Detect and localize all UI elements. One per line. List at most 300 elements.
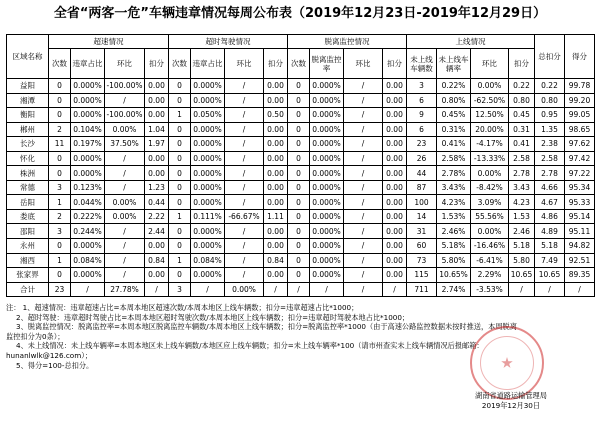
table-cell: 0.000% (191, 122, 225, 137)
table-cell: 4.89 (535, 224, 565, 239)
header-speed-group: 超速情况 (49, 35, 169, 49)
table-cell: / (344, 239, 383, 254)
table-cell: 1.11 (264, 209, 288, 224)
table-cell: 3.09% (471, 195, 509, 210)
table-cell: 0.00% (471, 166, 509, 181)
violation-table (6, 34, 595, 297)
total-cell: 27.78% (105, 282, 145, 297)
table-cell: 4.23% (437, 195, 471, 210)
table-cell: 0 (288, 180, 310, 195)
header-speed-mom: 环比 (105, 49, 145, 79)
header-score: 得分 (565, 35, 595, 79)
total-cell: 23 (49, 282, 71, 297)
table-cell: 0.22 (535, 79, 565, 94)
table-cell: 10.65 (509, 268, 535, 283)
table-cell: 98.65 (565, 122, 595, 137)
table-cell: / (344, 108, 383, 123)
table-cell: 1 (49, 195, 71, 210)
region-name-cell: 娄底 (7, 209, 49, 224)
table-cell: 0.00 (145, 268, 169, 283)
total-cell: / (145, 282, 169, 297)
table-cell: 0.00 (145, 166, 169, 181)
table-cell: 0 (169, 122, 191, 137)
table-cell: 0.00 (264, 224, 288, 239)
note-line: 2、超时驾驶：违章超时驾驶占比=本周本地区超时驾驶次数/本周本地区上线车辆数；扣分=违章超时驾驶本地占比*1000； (16, 312, 410, 322)
table-cell: 0 (169, 224, 191, 239)
table-cell: / (344, 122, 383, 137)
table-cell: 2.46 (509, 224, 535, 239)
table-cell: 0.123% (71, 180, 105, 195)
table-cell: 1 (49, 253, 71, 268)
header-offline-group: 脱离监控情况 (288, 35, 407, 49)
table-cell: / (344, 180, 383, 195)
table-cell: 0.000% (310, 268, 344, 283)
region-name-cell: 常德 (7, 180, 49, 195)
header-speed-count: 次数 (49, 49, 71, 79)
table-cell: 1.04 (145, 122, 169, 137)
table-cell: / (225, 195, 264, 210)
table-cell: 0.000% (310, 195, 344, 210)
region-name-cell: 岳阳 (7, 195, 49, 210)
total-cell: / (535, 282, 565, 297)
table-cell: 0.00 (383, 180, 407, 195)
table-cell: 0 (288, 137, 310, 152)
total-cell: 0.00% (225, 282, 264, 297)
table-cell: 3.43% (437, 180, 471, 195)
table-cell: -4.17% (471, 137, 509, 152)
table-cell: 0.31% (437, 122, 471, 137)
table-cell: 0.222% (71, 209, 105, 224)
table-cell: 92.51 (565, 253, 595, 268)
table-cell: 0.00% (471, 79, 509, 94)
table-cell: 0.00 (145, 239, 169, 254)
table-cell: 0.000% (71, 108, 105, 123)
table-cell: 26 (407, 151, 437, 166)
header-overtime-ratio: 违章占比 (191, 49, 225, 79)
table-cell: 100 (407, 195, 437, 210)
table-cell: 2.78 (509, 166, 535, 181)
table-cell: 11 (49, 137, 71, 152)
table-cell: 0 (49, 239, 71, 254)
table-cell: 0.45% (437, 108, 471, 123)
table-cell: 0 (49, 79, 71, 94)
table-cell: 2.58 (535, 151, 565, 166)
table-cell: 0.000% (71, 151, 105, 166)
table-body (7, 79, 595, 297)
table-cell: 5.80% (437, 253, 471, 268)
table-cell: 0.50 (264, 108, 288, 123)
table-cell: 10.65 (535, 268, 565, 283)
table-cell: 5.18 (535, 239, 565, 254)
table-cell: 2.78 (535, 166, 565, 181)
table-cell: 0.00% (105, 195, 145, 210)
table-cell: 99.78 (565, 79, 595, 94)
table-cell: / (225, 108, 264, 123)
table-cell: 0.000% (310, 79, 344, 94)
total-cell: 3 (169, 282, 191, 297)
table-cell: 0.00 (264, 268, 288, 283)
table-cell: 99.20 (565, 93, 595, 108)
official-seal (470, 326, 544, 400)
table-cell: 0.000% (71, 79, 105, 94)
page-title: 全省“两客一危”车辆违章情况每周公布表（2019年12月23日-2019年12月29日） (53, 6, 547, 21)
table-cell: 0 (288, 108, 310, 123)
note-line: hunanlwlk@126.com）； (6, 350, 92, 360)
table-cell: 0.111% (191, 209, 225, 224)
header-overtime-mom: 环比 (225, 49, 264, 79)
table-cell: 0.41 (509, 137, 535, 152)
table-cell: 0.00 (383, 122, 407, 137)
total-cell: / (71, 282, 105, 297)
table-cell: 0.41% (437, 137, 471, 152)
table-cell: 1 (169, 108, 191, 123)
total-cell: / (344, 282, 383, 297)
table-cell: 0.00 (264, 180, 288, 195)
table-cell: 0.000% (71, 239, 105, 254)
table-cell: / (105, 268, 145, 283)
region-name-cell: 永州 (7, 239, 49, 254)
table-cell: / (225, 137, 264, 152)
region-name-cell: 邵阳 (7, 224, 49, 239)
table-cell: 0 (169, 79, 191, 94)
table-cell: 0 (169, 93, 191, 108)
table-cell: 0.00 (383, 108, 407, 123)
table-cell: 0.31 (509, 122, 535, 137)
note-line: 4、未上线情况：未上线车辆率=本周本地区未上线车辆数/本地区应上线车辆数；扣分=未上线车辆率*100（请市州查实未上线车辆情况后报邮箱： (16, 341, 484, 351)
table-cell: / (225, 79, 264, 94)
header-online-mom: 环比 (471, 49, 509, 79)
table-cell: 0.000% (191, 137, 225, 152)
table-cell: 0.00 (264, 239, 288, 254)
table-cell: 0 (288, 209, 310, 224)
table-cell: 0.84 (264, 253, 288, 268)
table-cell: / (105, 253, 145, 268)
header-speed-ratio: 违章占比 (71, 49, 105, 79)
header-offline-deduct: 扣分 (383, 49, 407, 79)
table-cell: 0.000% (310, 166, 344, 181)
table-cell: 0.22 (509, 79, 535, 94)
table-cell: 5.80 (509, 253, 535, 268)
table-cell: 6 (407, 122, 437, 137)
table-cell: 0.00% (105, 209, 145, 224)
table-cell: 0.00 (264, 122, 288, 137)
table-cell: 5.18% (437, 239, 471, 254)
table-cell: 0.00 (383, 224, 407, 239)
table-cell: / (105, 239, 145, 254)
table-cell: 20.00% (471, 122, 509, 137)
table-cell: 0 (288, 166, 310, 181)
table-row (7, 151, 595, 166)
table-cell: 0.00 (145, 108, 169, 123)
signature-org: 湖南省道路运输管理局 (475, 391, 547, 400)
table-cell: 94.82 (565, 239, 595, 254)
table-cell: 55.56% (471, 209, 509, 224)
table-cell: / (344, 79, 383, 94)
table-cell: 0.000% (71, 268, 105, 283)
table-cell: 0.80% (437, 93, 471, 108)
table-cell: 3 (49, 224, 71, 239)
table-cell: 115 (407, 268, 437, 283)
table-cell: 0 (288, 122, 310, 137)
table-cell: 0 (169, 151, 191, 166)
table-row (7, 108, 595, 123)
region-name-cell: 郴州 (7, 122, 49, 137)
table-cell: 0 (288, 195, 310, 210)
table-cell: 0.00 (264, 137, 288, 152)
table-cell: 0.45 (509, 108, 535, 123)
table-cell: 0 (288, 268, 310, 283)
table-cell: / (344, 195, 383, 210)
total-cell: 711 (407, 282, 437, 297)
table-cell: 0.000% (191, 93, 225, 108)
table-cell: / (344, 93, 383, 108)
table-cell: / (344, 166, 383, 181)
table-cell: 0.000% (310, 180, 344, 195)
table-cell: 3.43 (509, 180, 535, 195)
table-cell: / (344, 253, 383, 268)
table-cell: 0 (49, 108, 71, 123)
table-cell: 3 (49, 180, 71, 195)
note-line: 3、脱离监控情况：脱离监控率=本周本地区脱离监控车辆数/本周本地区上线车辆数；扣分=脱离监控率*1000（由于高速公路监控数据未按时推送，本周脱离 (16, 322, 517, 332)
table-cell: 2.44 (145, 224, 169, 239)
table-cell: 0.084% (71, 253, 105, 268)
table-cell: 0.00 (264, 79, 288, 94)
table-cell: 0.00 (264, 93, 288, 108)
table-cell: / (105, 180, 145, 195)
table-cell: 0.00% (471, 224, 509, 239)
table-cell: 0.000% (191, 79, 225, 94)
table-cell: 0.00 (383, 209, 407, 224)
table-cell: -13.33% (471, 151, 509, 166)
table-cell: 0.000% (310, 151, 344, 166)
total-cell: / (191, 282, 225, 297)
table-cell: 95.33 (565, 195, 595, 210)
table-cell: 0 (288, 79, 310, 94)
table-cell: 97.42 (565, 151, 595, 166)
region-name-cell: 衡阳 (7, 108, 49, 123)
table-cell: 89.35 (565, 268, 595, 283)
table-cell: / (225, 253, 264, 268)
table-cell: -62.50% (471, 93, 509, 108)
table-cell: 1 (169, 253, 191, 268)
region-name-cell: 株洲 (7, 166, 49, 181)
table-cell: 0.00 (383, 268, 407, 283)
table-cell: 0.80 (509, 93, 535, 108)
table-cell: 95.11 (565, 224, 595, 239)
table-cell: 97.22 (565, 166, 595, 181)
table-cell: 0 (288, 151, 310, 166)
table-cell: 0.00 (145, 151, 169, 166)
table-cell: / (225, 93, 264, 108)
table-cell: / (105, 93, 145, 108)
table-cell: 0.00 (383, 93, 407, 108)
table-row (7, 137, 595, 152)
table-cell: 0.00 (383, 79, 407, 94)
table-cell: 2.29% (471, 268, 509, 283)
table-cell: 95.14 (565, 209, 595, 224)
table-cell: / (225, 151, 264, 166)
table-cell: 0 (169, 239, 191, 254)
table-cell: -8.42% (471, 180, 509, 195)
region-name-cell: 怀化 (7, 151, 49, 166)
header-offline-mom: 环比 (344, 49, 383, 79)
region-name-cell: 益阳 (7, 79, 49, 94)
table-row (7, 209, 595, 224)
table-cell: 0.084% (191, 253, 225, 268)
header-online-deduct: 扣分 (509, 49, 535, 79)
table-cell: 0.050% (191, 108, 225, 123)
table-cell: 0.00 (264, 166, 288, 181)
header-overtime-group: 超时驾驶情况 (169, 35, 288, 49)
table-cell: 0 (169, 137, 191, 152)
table-row (7, 253, 595, 268)
table-cell: / (344, 151, 383, 166)
table-cell: 6 (407, 93, 437, 108)
table-cell: / (225, 239, 264, 254)
table-cell: / (344, 209, 383, 224)
table-cell: 0 (49, 93, 71, 108)
table-cell: 7.49 (535, 253, 565, 268)
table-cell: 1 (169, 209, 191, 224)
table-cell: 0 (49, 166, 71, 181)
table-cell: 60 (407, 239, 437, 254)
table-cell: 0.000% (191, 151, 225, 166)
table-cell: 44 (407, 166, 437, 181)
table-cell: 0.84 (145, 253, 169, 268)
table-cell: 0.000% (310, 253, 344, 268)
table-cell: 0.000% (310, 122, 344, 137)
table-cell: 87 (407, 180, 437, 195)
total-cell: / (288, 282, 310, 297)
table-row (7, 180, 595, 195)
table-cell: 0.000% (191, 166, 225, 181)
table-cell: 0 (49, 151, 71, 166)
table-cell: 0.00 (383, 137, 407, 152)
table-cell: 1.53% (437, 209, 471, 224)
table-cell: 0.000% (310, 137, 344, 152)
table-cell: -66.67% (225, 209, 264, 224)
table-cell: 0.244% (71, 224, 105, 239)
header-offline-count: 次数 (288, 49, 310, 79)
total-label-cell: 合计 (7, 282, 49, 297)
table-cell: 0 (169, 195, 191, 210)
table-cell: 0 (169, 180, 191, 195)
table-cell: 0 (288, 239, 310, 254)
table-cell: 0.00 (264, 151, 288, 166)
region-name-cell: 湘西 (7, 253, 49, 268)
table-cell: 0.00 (145, 79, 169, 94)
total-cell: / (565, 282, 595, 297)
region-name-cell: 张家界 (7, 268, 49, 283)
table-row (7, 93, 595, 108)
table-cell: / (225, 224, 264, 239)
table-cell: 4.86 (535, 209, 565, 224)
table-cell: 0.22% (437, 79, 471, 94)
table-cell: 2.22 (145, 209, 169, 224)
total-cell: / (383, 282, 407, 297)
table-cell: / (105, 166, 145, 181)
note-line: 5、得分=100-总扣分。 (16, 360, 94, 370)
header-offline-rate: 脱离监控率 (310, 49, 344, 79)
table-cell: 0.00 (264, 195, 288, 210)
table-cell: 0.104% (71, 122, 105, 137)
table-cell: / (344, 268, 383, 283)
table-cell: 97.62 (565, 137, 595, 152)
table-cell: / (105, 151, 145, 166)
table-cell: 0.000% (191, 239, 225, 254)
table-cell: 0.00 (383, 253, 407, 268)
table-cell: -100.00% (105, 79, 145, 94)
table-cell: 4.67 (535, 195, 565, 210)
table-cell: 0.000% (310, 108, 344, 123)
table-cell: 10.65% (437, 268, 471, 283)
table-cell: -6.41% (471, 253, 509, 268)
table-cell: 0.000% (191, 180, 225, 195)
table-cell: 4.66 (535, 180, 565, 195)
total-cell: / (509, 282, 535, 297)
table-cell: / (225, 166, 264, 181)
table-cell: 73 (407, 253, 437, 268)
table-cell: 5.18 (509, 239, 535, 254)
total-cell: 2.74% (437, 282, 471, 297)
table-cell: 0 (288, 93, 310, 108)
header-region: 区域名称 (7, 35, 49, 79)
table-cell: 0 (288, 224, 310, 239)
header-online-missing: 未上线车辆数 (407, 49, 437, 79)
table-cell: 0.000% (71, 93, 105, 108)
table-cell: 0.00 (383, 151, 407, 166)
table-cell: 0.95 (535, 108, 565, 123)
table-cell: 2.58% (437, 151, 471, 166)
table-cell: 0.197% (71, 137, 105, 152)
table-cell: 2 (49, 209, 71, 224)
note-line: 注： 1、超速情况：违章超速占比=本周本地区超速次数/本周本地区上线车辆数；扣分=违章超速占比*1000； (6, 303, 359, 312)
table-cell: 0 (169, 166, 191, 181)
region-name-cell: 长沙 (7, 137, 49, 152)
table-row (7, 268, 595, 283)
header-overtime-deduct: 扣分 (264, 49, 288, 79)
table-cell: / (344, 224, 383, 239)
table-cell: 2.58 (509, 151, 535, 166)
header-online-group: 上线情况 (407, 35, 535, 49)
total-cell: / (310, 282, 344, 297)
total-cell: / (264, 282, 288, 297)
table-cell: 2.46% (437, 224, 471, 239)
table-cell: 0 (49, 268, 71, 283)
header-speed-deduct: 扣分 (145, 49, 169, 79)
table-cell: 0.000% (191, 224, 225, 239)
table-cell: 0.000% (310, 93, 344, 108)
header-online-missing-rate: 未上线车辆率 (437, 49, 471, 79)
note-line: 监控扣分为0条）； (6, 331, 65, 341)
table-cell: 0.000% (191, 195, 225, 210)
header-overtime-count: 次数 (169, 49, 191, 79)
header-total-deduct: 总扣分 (535, 35, 565, 79)
table-cell: 0.000% (71, 166, 105, 181)
total-row (7, 282, 595, 297)
table-cell: 37.50% (105, 137, 145, 152)
table-cell: 0.044% (71, 195, 105, 210)
table-cell: 4.23 (509, 195, 535, 210)
table-row (7, 79, 595, 94)
table-cell: 0.00 (145, 93, 169, 108)
table-cell: 9 (407, 108, 437, 123)
table-cell: 3 (407, 79, 437, 94)
table-cell: 0.000% (310, 224, 344, 239)
table-cell: 95.34 (565, 180, 595, 195)
table-row (7, 239, 595, 254)
table-cell: 1.97 (145, 137, 169, 152)
